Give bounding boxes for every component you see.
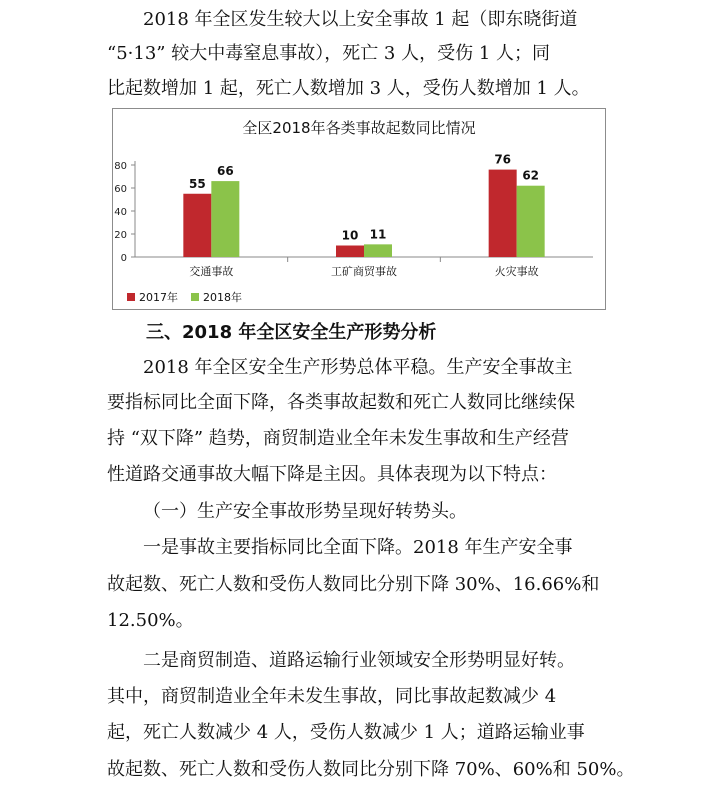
category-label: 交通事故 bbox=[189, 265, 234, 278]
y-tick-label: 40 bbox=[114, 207, 127, 218]
legend-swatch bbox=[127, 293, 135, 301]
para2-line1: 2018 年全区安全生产形势总体平稳。生产安全事故主 bbox=[143, 357, 573, 378]
data-label: 10 bbox=[341, 228, 359, 243]
bar-chart bbox=[112, 108, 606, 310]
data-label: 76 bbox=[494, 152, 512, 167]
category-label: 火灾事故 bbox=[494, 265, 539, 278]
bar bbox=[336, 246, 364, 258]
y-tick-label: 60 bbox=[114, 184, 127, 195]
data-label: 66 bbox=[216, 164, 234, 179]
para2-line2: 要指标同比全面下降，各类事故起数和死亡人数同比继续保 bbox=[107, 392, 575, 413]
y-tick-label: 0 bbox=[120, 253, 127, 264]
para3-line1: 一是事故主要指标同比全面下降。2018 年生产安全事 bbox=[143, 537, 573, 558]
legend-swatch bbox=[191, 293, 199, 301]
para4-line1: 二是商贸制造、道路运输行业领域安全形势明显好转。 bbox=[143, 650, 575, 671]
subheading-1: （一）生产安全事故形势呈现好转势头。 bbox=[143, 501, 467, 522]
y-tick-label: 80 bbox=[114, 161, 127, 172]
bar bbox=[364, 244, 392, 257]
para4-line3: 起，死亡人数减少 4 人，受伤人数减少 1 人；道路运输业事 bbox=[107, 722, 585, 743]
data-label: 55 bbox=[188, 176, 206, 191]
para3-line2: 故起数、死亡人数和受伤人数同比分别下降 30%、16.66%和 bbox=[107, 574, 600, 595]
category-label: 工矿商贸事故 bbox=[331, 265, 397, 278]
legend-label: 2017年 bbox=[139, 291, 178, 304]
legend-label: 2018年 bbox=[203, 291, 242, 304]
para2-line3: 持 “双下降” 趋势，商贸制造业全年未发生事故和生产经营 bbox=[107, 428, 569, 449]
bar bbox=[517, 186, 545, 257]
data-label: 62 bbox=[522, 168, 540, 183]
data-label: 11 bbox=[369, 227, 387, 242]
bar bbox=[211, 181, 239, 257]
chart-title: 全区2018年各类事故起数同比情况 bbox=[242, 119, 476, 137]
para3-line3: 12.50%。 bbox=[107, 610, 194, 631]
chart-canvas bbox=[113, 109, 605, 309]
y-tick-label: 20 bbox=[114, 230, 127, 241]
para4-line4: 故起数、死亡人数和受伤人数同比分别下降 70%、60%和 50%。 bbox=[107, 759, 635, 780]
bar bbox=[489, 170, 517, 257]
section-heading: 三、2018 年全区安全生产形势分析 bbox=[146, 322, 437, 343]
bar bbox=[183, 194, 211, 257]
para1-line1: 2018 年全区发生较大以上安全事故 1 起（即东晓街道 bbox=[143, 9, 578, 30]
para1-line3: 比起数增加 1 起，死亡人数增加 3 人，受伤人数增加 1 人。 bbox=[107, 78, 590, 99]
para1-line2: “5·13” 较大中毒窒息事故），死亡 3 人，受伤 1 人；同 bbox=[107, 43, 550, 64]
para4-line2: 其中，商贸制造业全年未发生事故，同比事故起数减少 4 bbox=[107, 686, 557, 707]
para2-line4: 性道路交通事故大幅下降是主因。具体表现为以下特点： bbox=[107, 464, 557, 485]
